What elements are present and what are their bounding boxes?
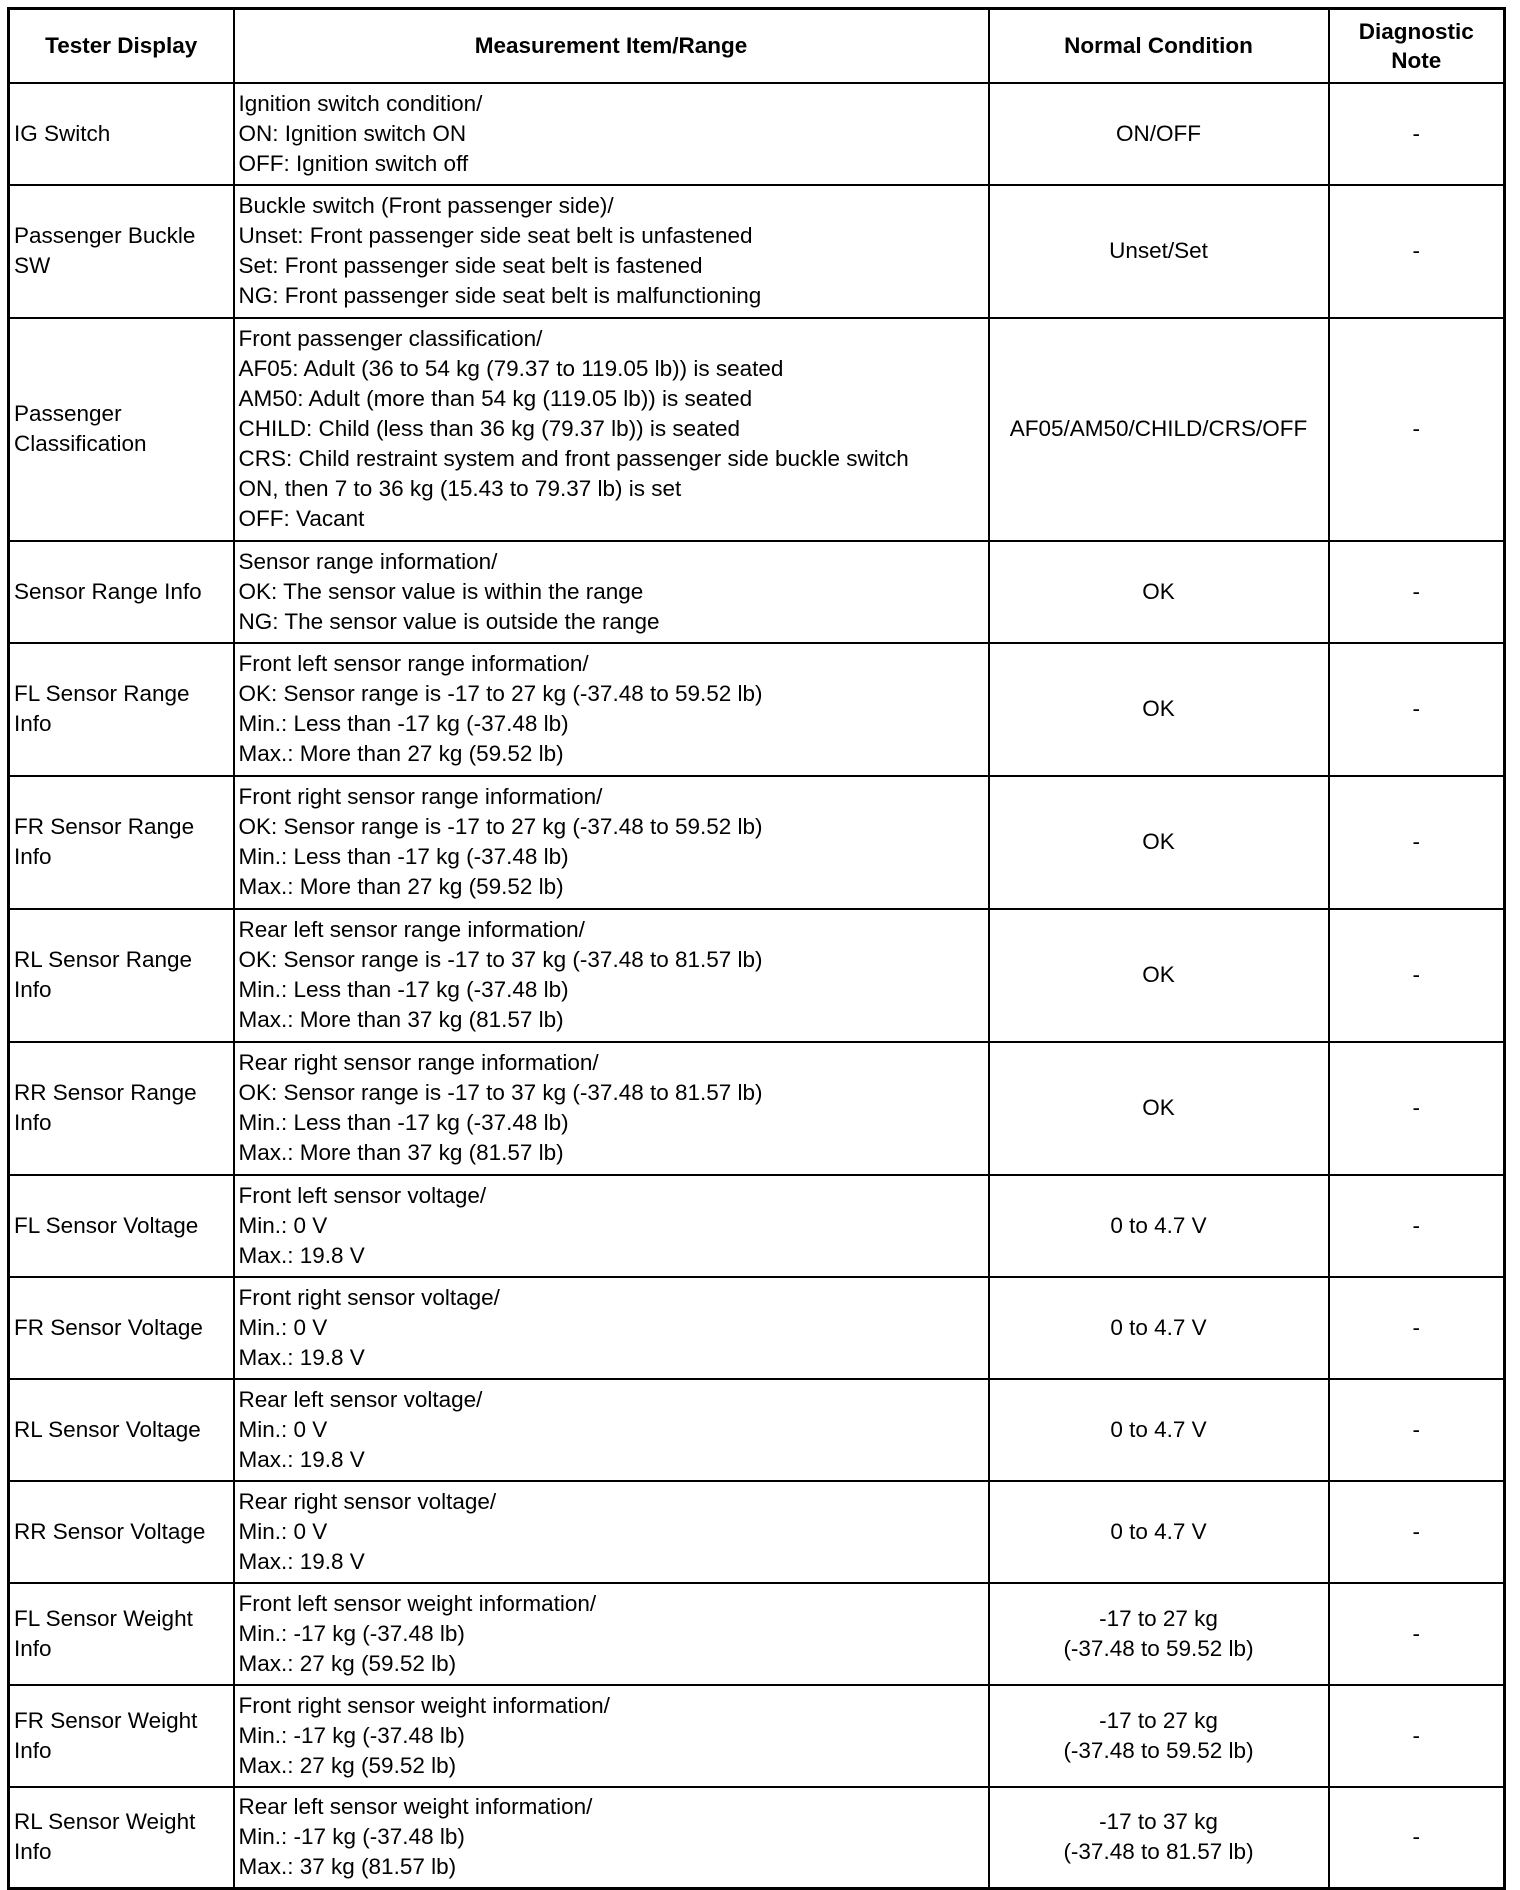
- measurement-item-cell: [234, 1277, 989, 1379]
- header-diagnostic-note-line: Note: [1391, 47, 1442, 73]
- measurement-item-cell: [234, 1685, 989, 1787]
- table-row: [9, 1685, 1505, 1787]
- measurement-item-cell-line: Min.: Less than -17 kg (-37.48 lb): [238, 977, 569, 1002]
- header-tester-display: Tester Display: [9, 9, 234, 83]
- diagnostic-note-cell: -: [1329, 1787, 1505, 1889]
- measurement-item-cell-line: Min.: -17 kg (-37.48 lb): [238, 1722, 465, 1748]
- normal-condition-cell-line: OK: [1142, 962, 1175, 987]
- tester-display-cell: [9, 1175, 234, 1277]
- diagnostic-note-cell: -: [1329, 541, 1505, 643]
- measurement-item-cell-line: ON: Ignition switch ON: [238, 120, 467, 146]
- measurement-item-cell-line: Max.: 27 kg (59.52 lb): [238, 1650, 457, 1676]
- measurement-item-cell-line: OK: The sensor value is within the range: [238, 578, 644, 604]
- measurement-item-cell-line: Front passenger classification/: [238, 326, 543, 351]
- table-row: [9, 1175, 1505, 1277]
- normal-condition-cell: [989, 318, 1329, 541]
- measurement-item-cell-line: Rear right sensor range information/: [238, 1050, 599, 1075]
- data-monitor-table: [7, 7, 1506, 1890]
- tester-display-cell: [9, 1583, 234, 1685]
- measurement-item-cell-line: Front right sensor voltage/: [238, 1284, 500, 1310]
- normal-condition-cell: [989, 776, 1329, 909]
- table-row: [9, 185, 1505, 318]
- measurement-item-cell-line: Front right sensor range information/: [238, 784, 603, 809]
- tester-display-cell-line: Sensor Range Info: [14, 578, 202, 604]
- diagnostic-note-cell: -: [1329, 318, 1505, 541]
- measurement-item-cell: [234, 185, 989, 318]
- tester-display-cell: [9, 1277, 234, 1379]
- tester-display-cell-line: Info: [14, 1635, 52, 1661]
- tester-display-cell-line: Info: [14, 844, 52, 869]
- measurement-item-cell: [234, 643, 989, 776]
- measurement-item-cell-line: Max.: More than 37 kg (81.57 lb): [238, 1007, 564, 1032]
- measurement-item-cell-line: Min.: Less than -17 kg (-37.48 lb): [238, 711, 569, 736]
- measurement-item-cell-line: Front left sensor weight information/: [238, 1590, 597, 1616]
- tester-display-cell: [9, 1787, 234, 1889]
- normal-condition-cell: [989, 643, 1329, 776]
- normal-condition-cell-line: -17 to 37 kg: [1099, 1809, 1218, 1835]
- tester-display-cell-line: RR Sensor Voltage: [14, 1518, 206, 1544]
- measurement-item-cell-line: Rear right sensor voltage/: [238, 1488, 497, 1514]
- diagnostic-note-cell: -: [1329, 1481, 1505, 1583]
- measurement-item-cell: [234, 1787, 989, 1889]
- tester-display-cell: [9, 1481, 234, 1583]
- diagnostic-note-cell: -: [1329, 909, 1505, 1042]
- measurement-item-cell-line: Unset: Front passenger side seat belt is unfastened: [238, 223, 753, 248]
- measurement-item-cell-line: Front right sensor weight information/: [238, 1692, 610, 1718]
- diagnostic-note-cell: -: [1329, 1685, 1505, 1787]
- measurement-item-cell-line: Max.: 37 kg (81.57 lb): [238, 1854, 457, 1880]
- normal-condition-cell: [989, 1175, 1329, 1277]
- measurement-item-cell-line: Rear left sensor range information/: [238, 917, 585, 942]
- table-row: [9, 1583, 1505, 1685]
- measurement-item-cell-line: OK: Sensor range is -17 to 27 kg (-37.48 to 59.52 lb): [238, 814, 763, 839]
- measurement-item-cell-line: OK: Sensor range is -17 to 27 kg (-37.48 to 59.52 lb): [238, 681, 763, 706]
- diagnostic-note-cell: -: [1329, 643, 1505, 776]
- measurement-item-cell-line: Ignition switch condition/: [238, 90, 483, 116]
- tester-display-cell: [9, 909, 234, 1042]
- measurement-item-cell-line: Max.: 19.8 V: [238, 1344, 365, 1370]
- diagnostic-note-cell: -: [1329, 776, 1505, 909]
- tester-display-cell: [9, 776, 234, 909]
- header-measurement-item: Measurement Item/Range: [234, 9, 989, 83]
- normal-condition-cell: [989, 1481, 1329, 1583]
- table-row: [9, 776, 1505, 909]
- measurement-item-cell-line: Min.: 0 V: [238, 1314, 328, 1340]
- table-row: [9, 83, 1505, 185]
- measurement-item-cell-line: Front left sensor voltage/: [238, 1182, 487, 1208]
- tester-display-cell-line: RL Sensor Weight: [14, 1809, 196, 1835]
- measurement-item-cell-line: Max.: 19.8 V: [238, 1446, 365, 1472]
- tester-display-cell-line: Passenger Buckle: [14, 223, 196, 248]
- tester-display-cell-line: SW: [14, 253, 51, 278]
- measurement-item-cell-line: Set: Front passenger side seat belt is fastened: [238, 253, 703, 278]
- normal-condition-cell: [989, 185, 1329, 318]
- measurement-item-cell: [234, 1583, 989, 1685]
- measurement-item-cell-line: Max.: More than 27 kg (59.52 lb): [238, 741, 564, 766]
- measurement-item-cell-line: OK: Sensor range is -17 to 37 kg (-37.48 to 81.57 lb): [238, 1080, 763, 1105]
- normal-condition-cell-line: AF05/AM50/CHILD/CRS/OFF: [1009, 416, 1308, 441]
- measurement-item-cell-line: Max.: 19.8 V: [238, 1242, 365, 1268]
- tester-display-cell-line: FL Sensor Weight: [14, 1605, 193, 1631]
- measurement-item-cell-line: AM50: Adult (more than 54 kg (119.05 lb)) is seated: [238, 386, 753, 411]
- measurement-item-cell-line: NG: Front passenger side seat belt is malfunctioning: [238, 283, 762, 308]
- tester-display-cell-line: Info: [14, 711, 52, 736]
- normal-condition-cell: [989, 1379, 1329, 1481]
- normal-condition-cell: [989, 541, 1329, 643]
- measurement-item-cell-line: Buckle switch (Front passenger side)/: [238, 193, 614, 218]
- measurement-item-cell-line: Rear left sensor weight information/: [238, 1794, 593, 1820]
- tester-display-cell: [9, 318, 234, 541]
- tester-display-cell-line: RL Sensor Voltage: [14, 1416, 201, 1442]
- tester-display-cell-line: Info: [14, 977, 52, 1002]
- diagnostic-note-cell: -: [1329, 1042, 1505, 1175]
- measurement-item-cell-line: Sensor range information/: [238, 548, 498, 574]
- measurement-item-cell-line: AF05: Adult (36 to 54 kg (79.37 to 119.05 lb)) is seated: [238, 356, 784, 381]
- tester-display-cell-line: Info: [14, 1737, 52, 1763]
- measurement-item-cell-line: Min.: 0 V: [238, 1416, 328, 1442]
- header-normal-condition: Normal Condition: [989, 9, 1329, 83]
- measurement-item-cell: [234, 541, 989, 643]
- normal-condition-cell-line: (-37.48 to 59.52 lb): [1063, 1635, 1254, 1661]
- tester-display-cell-line: FR Sensor Range: [14, 814, 195, 839]
- tester-display-cell: [9, 83, 234, 185]
- normal-condition-cell-line: 0 to 4.7 V: [1110, 1518, 1207, 1544]
- measurement-item-cell-line: Max.: More than 27 kg (59.52 lb): [238, 874, 564, 899]
- normal-condition-cell-line: -17 to 27 kg: [1099, 1605, 1218, 1631]
- normal-condition-cell: [989, 1042, 1329, 1175]
- measurement-item-cell-line: CRS: Child restraint system and front passenger side buckle switch: [238, 446, 909, 471]
- measurement-item-cell: [234, 83, 989, 185]
- measurement-item-cell-line: Min.: Less than -17 kg (-37.48 lb): [238, 844, 569, 869]
- table-row: [9, 1277, 1505, 1379]
- diagnostic-note-cell: -: [1329, 1379, 1505, 1481]
- tester-display-cell-line: FR Sensor Voltage: [14, 1314, 203, 1340]
- measurement-item-cell-line: OFF: Vacant: [238, 506, 365, 531]
- measurement-item-cell-line: Max.: More than 37 kg (81.57 lb): [238, 1140, 564, 1165]
- diagnostic-note-cell: -: [1329, 1277, 1505, 1379]
- tester-display-cell-line: Info: [14, 1110, 52, 1135]
- header-row: [9, 9, 1505, 83]
- measurement-item-cell-line: Front left sensor range information/: [238, 651, 589, 676]
- normal-condition-cell: [989, 1685, 1329, 1787]
- tester-display-cell-line: FL Sensor Range: [14, 681, 190, 706]
- normal-condition-cell: [989, 83, 1329, 185]
- measurement-item-cell: [234, 909, 989, 1042]
- measurement-item-cell-line: OFF: Ignition switch off: [238, 150, 469, 176]
- measurement-item-cell-line: Max.: 19.8 V: [238, 1548, 365, 1574]
- table-body: [9, 83, 1505, 1889]
- normal-condition-cell-line: OK: [1142, 578, 1175, 604]
- table-row: [9, 909, 1505, 1042]
- measurement-item-cell-line: Min.: -17 kg (-37.48 lb): [238, 1620, 465, 1646]
- normal-condition-cell-line: 0 to 4.7 V: [1110, 1416, 1207, 1442]
- measurement-item-cell: [234, 1175, 989, 1277]
- measurement-item-cell-line: Min.: 0 V: [238, 1212, 328, 1238]
- normal-condition-cell-line: OK: [1142, 1095, 1175, 1120]
- normal-condition-cell-line: Unset/Set: [1109, 238, 1208, 263]
- measurement-item-cell-line: ON, then 7 to 36 kg (15.43 to 79.37 lb) is set: [238, 476, 682, 501]
- tester-display-cell-line: FR Sensor Weight: [14, 1707, 198, 1733]
- normal-condition-cell: [989, 909, 1329, 1042]
- measurement-item-cell: [234, 1379, 989, 1481]
- normal-condition-cell-line: OK: [1142, 696, 1175, 721]
- measurement-item-cell-line: Min.: Less than -17 kg (-37.48 lb): [238, 1110, 569, 1135]
- tester-display-cell-line: Passenger: [14, 401, 122, 426]
- measurement-item-cell-line: OK: Sensor range is -17 to 37 kg (-37.48 to 81.57 lb): [238, 947, 763, 972]
- measurement-item-cell: [234, 1042, 989, 1175]
- normal-condition-cell: [989, 1583, 1329, 1685]
- measurement-item-cell-line: Min.: -17 kg (-37.48 lb): [238, 1824, 465, 1850]
- diagnostic-note-cell: -: [1329, 83, 1505, 185]
- header-diagnostic-note: [1329, 9, 1505, 83]
- measurement-item-cell: [234, 776, 989, 909]
- table-row: [9, 643, 1505, 776]
- diagnostic-note-cell: -: [1329, 185, 1505, 318]
- tester-display-cell: [9, 1379, 234, 1481]
- normal-condition-cell: [989, 1277, 1329, 1379]
- table-row: [9, 1042, 1505, 1175]
- tester-display-cell-line: IG Switch: [14, 120, 111, 146]
- tester-display-cell-line: RR Sensor Range: [14, 1080, 197, 1105]
- tester-display-cell-line: FL Sensor Voltage: [14, 1212, 199, 1238]
- normal-condition-cell-line: (-37.48 to 59.52 lb): [1063, 1737, 1254, 1763]
- normal-condition-cell-line: OK: [1142, 829, 1175, 854]
- tester-display-cell: [9, 541, 234, 643]
- measurement-item-cell-line: CHILD: Child (less than 36 kg (79.37 lb)) is seated: [238, 416, 740, 441]
- tester-display-cell: [9, 643, 234, 776]
- tester-display-cell: [9, 1042, 234, 1175]
- normal-condition-cell-line: ON/OFF: [1116, 120, 1201, 146]
- measurement-item-cell-line: NG: The sensor value is outside the range: [238, 608, 660, 634]
- table-row: [9, 1787, 1505, 1889]
- measurement-item-cell: [234, 1481, 989, 1583]
- table-row: [9, 1379, 1505, 1481]
- normal-condition-cell: [989, 1787, 1329, 1889]
- header-diagnostic-note-line: Diagnostic: [1358, 18, 1474, 44]
- diagnostic-note-cell: -: [1329, 1175, 1505, 1277]
- diagnostic-note-cell: -: [1329, 1583, 1505, 1685]
- table-row: [9, 541, 1505, 643]
- tester-display-cell-line: Classification: [14, 431, 147, 456]
- measurement-item-cell: [234, 318, 989, 541]
- measurement-item-cell-line: Rear left sensor voltage/: [238, 1386, 483, 1412]
- tester-display-cell: [9, 185, 234, 318]
- table-row: [9, 1481, 1505, 1583]
- normal-condition-cell-line: 0 to 4.7 V: [1110, 1314, 1207, 1340]
- measurement-item-cell-line: Max.: 27 kg (59.52 lb): [238, 1752, 457, 1778]
- tester-display-cell-line: Info: [14, 1839, 52, 1865]
- table-row: [9, 318, 1505, 541]
- measurement-item-cell-line: Min.: 0 V: [238, 1518, 328, 1544]
- tester-display-cell-line: RL Sensor Range: [14, 947, 193, 972]
- normal-condition-cell-line: (-37.48 to 81.57 lb): [1063, 1839, 1254, 1865]
- normal-condition-cell-line: 0 to 4.7 V: [1110, 1212, 1207, 1238]
- normal-condition-cell-line: -17 to 27 kg: [1099, 1707, 1218, 1733]
- tester-display-cell: [9, 1685, 234, 1787]
